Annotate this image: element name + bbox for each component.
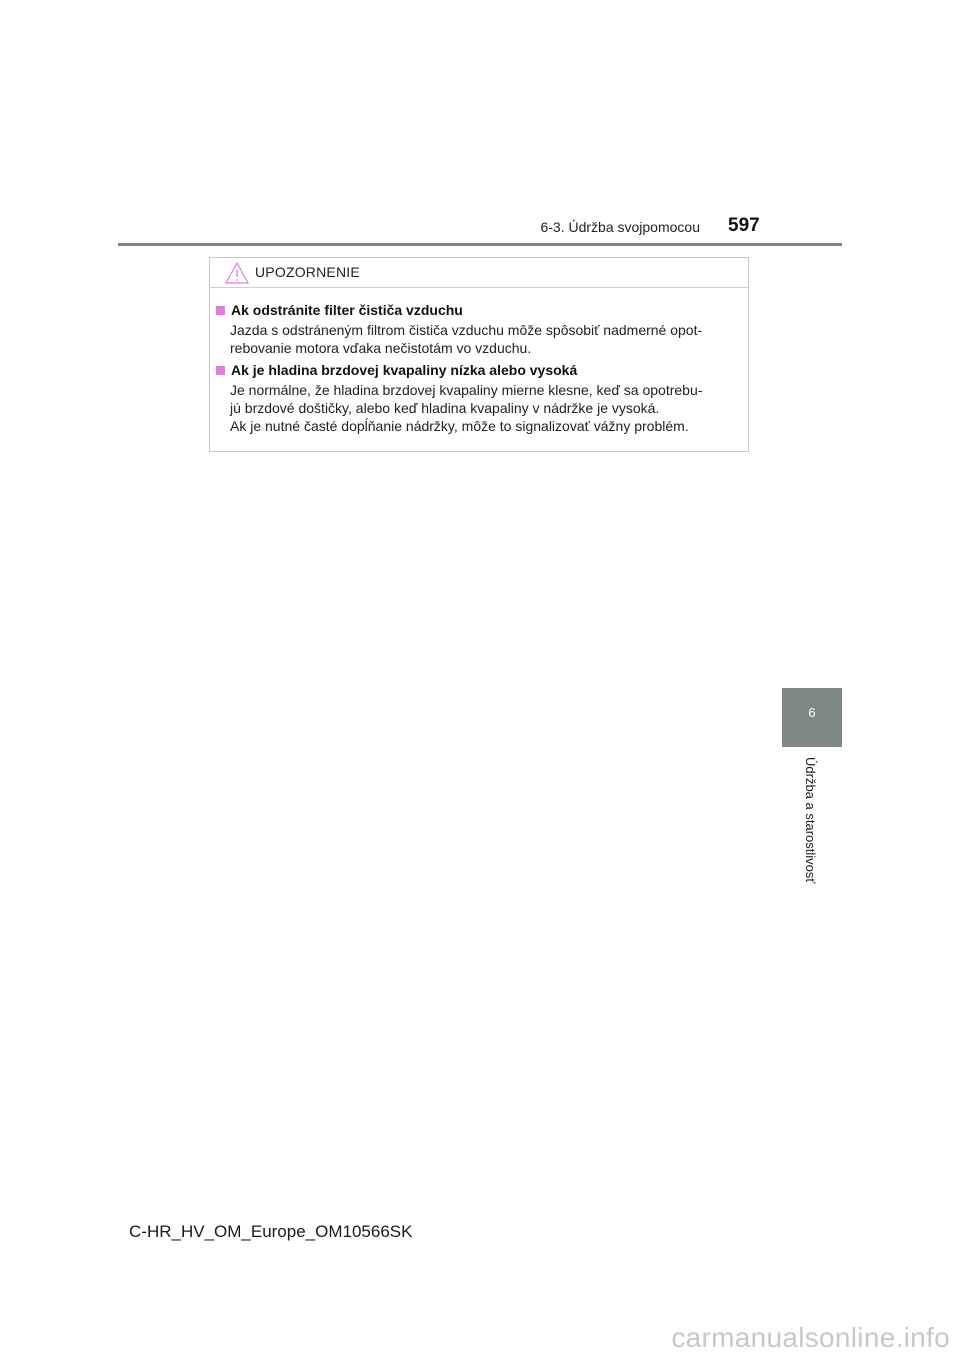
warning-item-line: Ak je nutné časté dopĺňanie nádržky, môže to signalizovať vážny problém. xyxy=(230,418,689,434)
warning-item-heading-text: Ak je hladina brzdovej kvapaliny nízka alebo vysoká xyxy=(231,362,578,378)
chapter-label: Údržba a starostlivosť xyxy=(803,757,818,884)
warning-item-body xyxy=(230,381,746,435)
chapter-number: 6 xyxy=(808,705,816,720)
warning-header xyxy=(210,258,748,288)
header-rule xyxy=(118,243,842,246)
warning-box xyxy=(209,257,749,452)
warning-title: UPOZORNENIE xyxy=(255,264,360,280)
warning-item-line: Je normálne, že hladina brzdovej kvapaliny mierne klesne, keď sa opotrebu- xyxy=(230,382,703,398)
warning-triangle-icon xyxy=(224,261,250,285)
warning-item-heading xyxy=(216,362,746,378)
warning-item-air-filter xyxy=(216,302,746,357)
square-bullet-icon xyxy=(216,366,225,375)
warning-item-heading xyxy=(216,302,746,318)
square-bullet-icon xyxy=(216,306,225,315)
page-number: 597 xyxy=(728,215,760,236)
warning-item-line: rebovanie motora vďaka nečistotám vo vzduchu. xyxy=(230,340,532,356)
warning-item-body xyxy=(230,321,746,357)
warning-item-line: Jazda s odstráneným filtrom čističa vzduchu môže spôsobiť nadmerné opot- xyxy=(230,322,703,338)
footer-document-id: C-HR_HV_OM_Europe_OM10566SK xyxy=(129,1222,413,1241)
warning-item-brake-fluid xyxy=(216,362,746,435)
warning-item-line: jú brzdové doštičky, alebo keď hladina kvapaliny v nádržke je vysoká. xyxy=(230,400,660,416)
section-title: 6-3. Údržba svojpomocou xyxy=(540,219,700,235)
warning-item-heading-text: Ak odstránite filter čističa vzduchu xyxy=(231,302,463,318)
chapter-tab xyxy=(782,688,842,747)
watermark: carmanualsonline.info xyxy=(671,1322,950,1353)
